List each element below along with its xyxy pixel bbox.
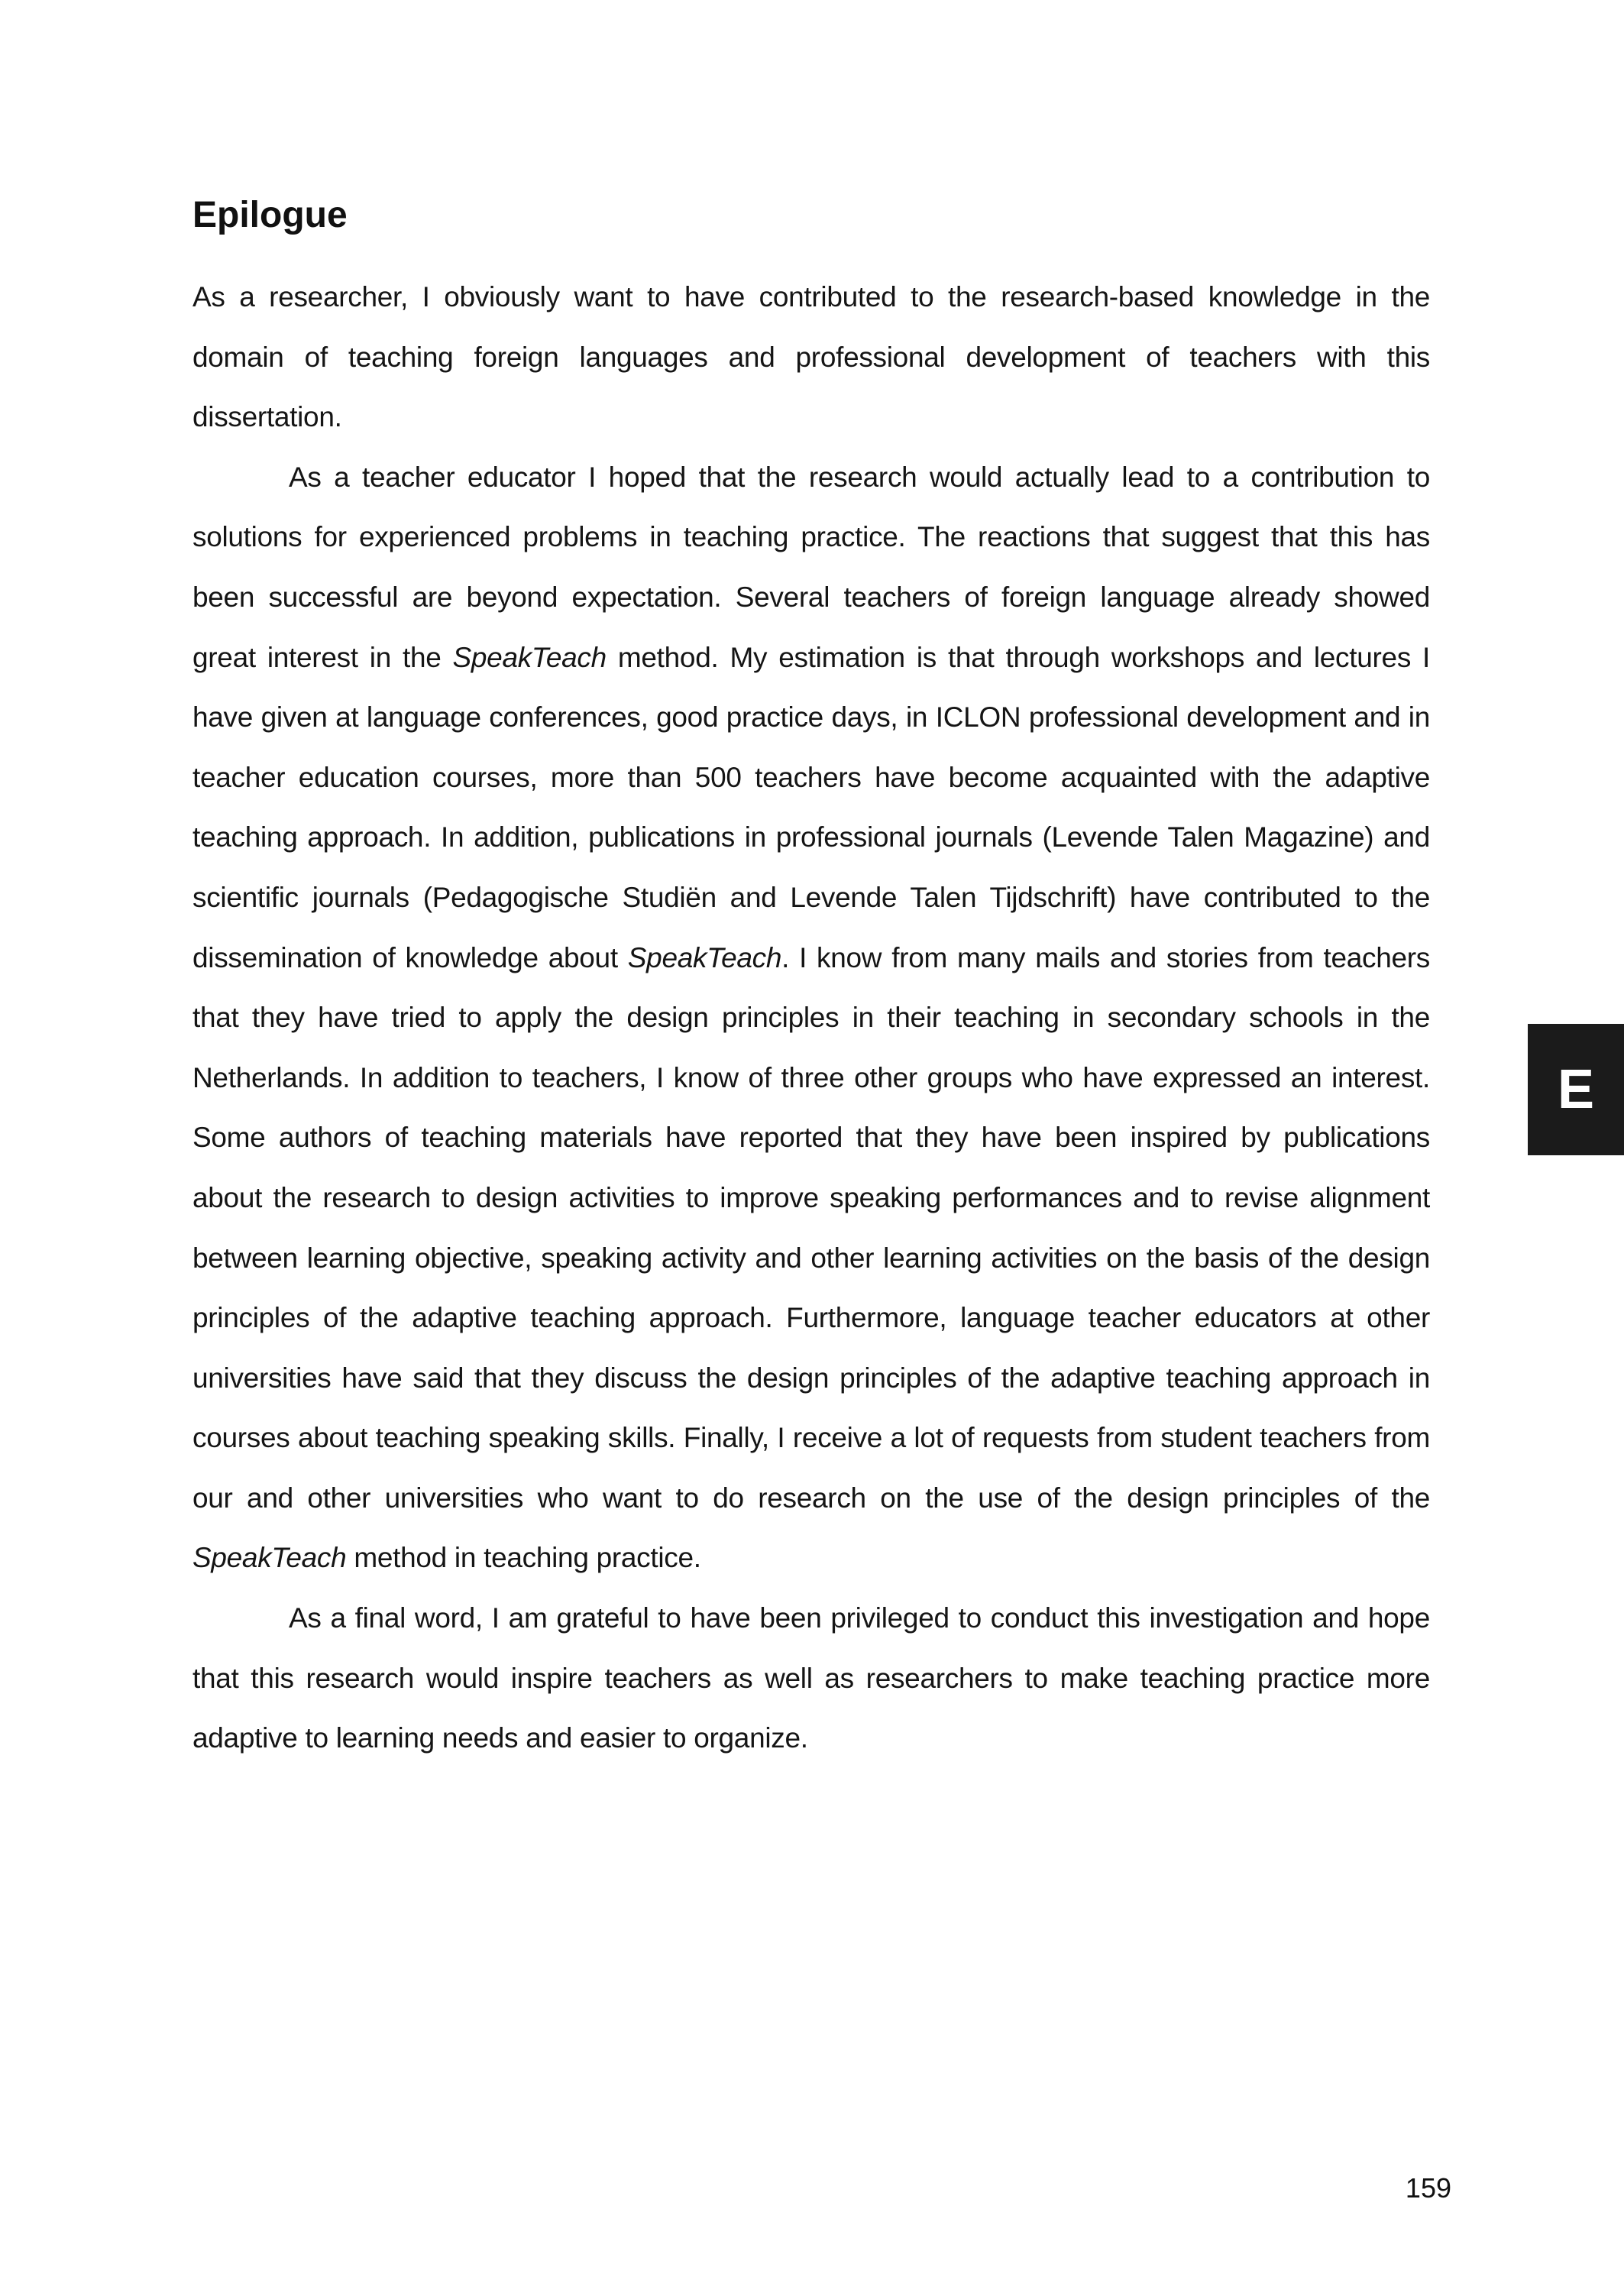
text-segment: . I know from many mails and stories from teachers that they have tried to apply the design principles in their teaching in secondary schools in the Netherlands. In addition to teachers, I know of three other groups who have expressed an interest. Some authors of teaching materials have reported that they have been inspired by publications about the research to design activities to improve speaking performances and to revise alignment between learning objective, speaking activity and other learning activities on the basis of the design principles of the adaptive teaching approach. Furthermore, language teacher educators at other universities have said that they discuss the design principles of the adaptive teaching approach in courses about teaching speaking skills. Finally, I receive a lot of requests from student teachers from our and other universities who want to do research on the use of the design principles of the [192, 941, 1430, 1514]
chapter-tab-letter: E [1557, 1059, 1595, 1120]
italic-text: SpeakTeach [627, 941, 782, 973]
body-text [192, 267, 1430, 1769]
text-segment: As a final word, I am grateful to have been privileged to conduct this investigation and hope that this research would inspire teachers as well as researchers to make teaching practice more adaptive to learning needs and easier to organize. [192, 1602, 1430, 1754]
paragraph [192, 267, 1430, 448]
text-segment: As a researcher, I obviously want to have contributed to the research-based knowledge in the domain of teaching foreign languages and professional development of teachers with this dissertation. [192, 281, 1430, 433]
italic-text: SpeakTeach [192, 1542, 347, 1574]
chapter-tab [1528, 1024, 1624, 1155]
paragraph [192, 448, 1430, 1589]
text-segment: method in teaching practice. [346, 1542, 701, 1574]
page-title: Epilogue [192, 195, 348, 235]
text-segment: As a teacher educator I hoped that the research would actually lead to a contribution to solutions for experienced problems in teaching practice. The reactions that suggest that this has been successful are beyond expectation. Several teachers of foreign language already showed great interest in the [192, 461, 1430, 673]
page-number: 159 [1405, 2172, 1451, 2204]
text-segment: method. My estimation is that through workshops and lectures I have given at language conferences, good practice days, in ICLON professional development and in teacher education courses, more than 500 teachers have become acquainted with the adaptive teaching approach. In addition, publications in professional journals (Levende Talen Magazine) and scientific journals (Pedagogische Studiën and Levende Talen Tijdschrift) have contributed to the dissemination of knowledge about [192, 641, 1430, 973]
italic-text: SpeakTeach [452, 641, 607, 673]
paragraph [192, 1589, 1430, 1769]
